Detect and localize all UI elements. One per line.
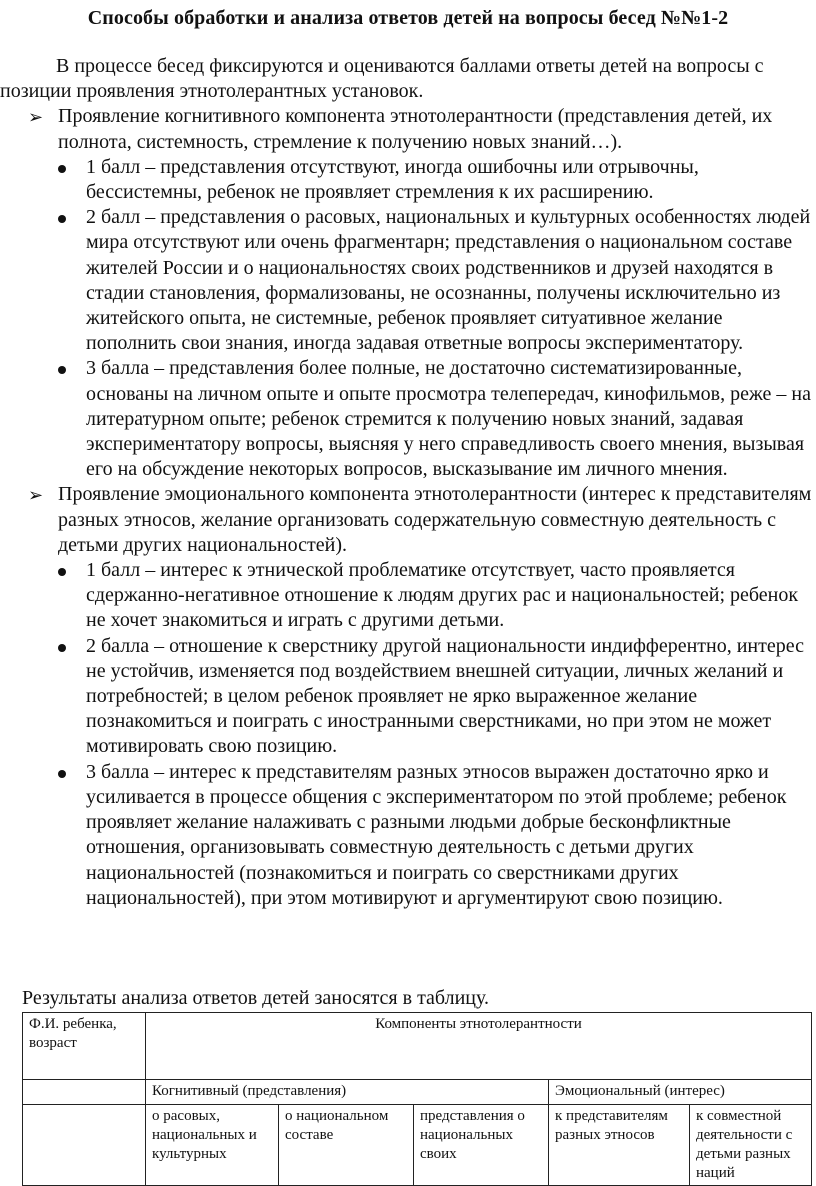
section-emotional [0, 482, 816, 910]
score-item [0, 205, 816, 356]
score-item [0, 760, 816, 911]
score-list [58, 155, 816, 483]
result-line: Результаты анализа ответов детей заносятся в таблицу. [22, 987, 489, 1009]
subcolumn-cell: представления о национальных своих [414, 1105, 549, 1186]
score-text: 2 балла – отношение к сверстнику другой национальности индифферентно, интерес не устойчив, изменяется под воздействием внешней ситуации, личных желаний и потребностей; в целом ребенок проявляет не ярко выраженное желание познакомиться и поиграть с иностранными сверстниками, но при этом не может мотивировать свою позицию. [86, 634, 805, 758]
score-text: 1 балл – представления отсутствуют, иногда ошибочны или отрывочны, бессистемны, ребенок не проявляет стремления к их расширению. [86, 155, 699, 204]
emotional-header-cell: Эмоциональный (интерес) [549, 1080, 812, 1105]
fio-header-cell: Ф.И. ребенка, возраст [23, 1013, 146, 1080]
component-list [0, 104, 816, 911]
table-cell [23, 1080, 146, 1105]
score-text: 2 балл – представления о расовых, национальных и культурных особенностях людей мира отсутствуют или очень фрагментарн; представления о национальном составе жителей России и о национальностях своих родственников и друзей находятся в стадии становления, формализованы, не осознанны, получены исключительно из житейского опыта, не системные, ребенок проявляет ситуативное желание пополнить свои знания, иногда задавая ответные вопросы экспериментатору. [86, 206, 811, 355]
bullet-icon [58, 568, 66, 576]
score-item [0, 558, 816, 634]
bullet-icon [58, 366, 66, 374]
score-text: 3 балла – интерес к представителям разных этносов выражен достаточно ярко и усиливается в процессе общения с экспериментатором по этой проблеме; ребенок проявляет желание налаживать с разными людьми добрые бесконфликтные отношения, организовывать совместную деятельность с детьми других национальностей (познакомиться и поиграть со сверстниками других национальностей), при этом мотивируют и аргументируют свою позицию. [86, 760, 787, 909]
section-heading: Проявление когнитивного компонента этнотолерантности (представления детей, их полнота, системность, стремление к получению новых знаний…). [58, 105, 773, 153]
document-body [0, 54, 816, 911]
cognitive-header-cell: Когнитивный (представления) [146, 1080, 549, 1105]
score-text: 3 балла – представления более полные, не достаточно систематизированные, основаны на личном опыте и опыте просмотра телепередач, кинофильмов, реже – на литературном опыте; ребенок стремится к получению новых знаний, задавая экспериментатору вопросы, выясняя у него справедливость своего мнения, вызывая его на обсуждение некоторых вопросов, высказывание им личного мнения. [86, 357, 811, 481]
subcolumn-cell: к совместной деятельности с детьми разных наций [690, 1105, 812, 1186]
score-item [0, 634, 816, 760]
bullet-icon [58, 644, 66, 652]
results-table [22, 1012, 812, 1186]
subcolumn-cell: о расовых, национальных и культурных [146, 1105, 279, 1186]
section-heading: Проявление эмоционального компонента этнотолерантности (интерес к представителям разных этносов, желание организовать содержательную совместную деятельность с детьми других национальностей). [58, 483, 812, 556]
bullet-icon [58, 770, 66, 778]
table-row [23, 1080, 812, 1105]
bullet-icon [58, 165, 66, 173]
components-header-cell: Компоненты этнотолерантности [146, 1013, 812, 1080]
section-cognitive [0, 104, 816, 482]
table-row [23, 1013, 812, 1080]
subcolumn-cell: к представителям разных этносов [549, 1105, 690, 1186]
document-title: Способы обработки и анализа ответов детей на вопросы бесед №№1-2 [87, 7, 729, 29]
intro-paragraph: В процессе бесед фиксируются и оцениваются баллами ответы детей на вопросы с позиции проявления этнотолерантных установок. [0, 55, 764, 103]
table-cell [23, 1105, 146, 1186]
table-row [23, 1105, 812, 1186]
arrow-bullet-icon: ➢ [28, 485, 44, 507]
score-item [0, 155, 816, 205]
subcolumn-cell: о национальном составе [279, 1105, 414, 1186]
score-list [58, 558, 816, 911]
score-item [0, 356, 816, 482]
bullet-icon [58, 215, 66, 223]
score-text: 1 балл – интерес к этнической проблематике отсутствует, часто проявляется сдержанно-негативное отношение к людям других рас и национальностей; ребенок не хочет знакомиться и играть с другими детьми. [86, 559, 799, 632]
arrow-bullet-icon: ➢ [28, 107, 44, 129]
